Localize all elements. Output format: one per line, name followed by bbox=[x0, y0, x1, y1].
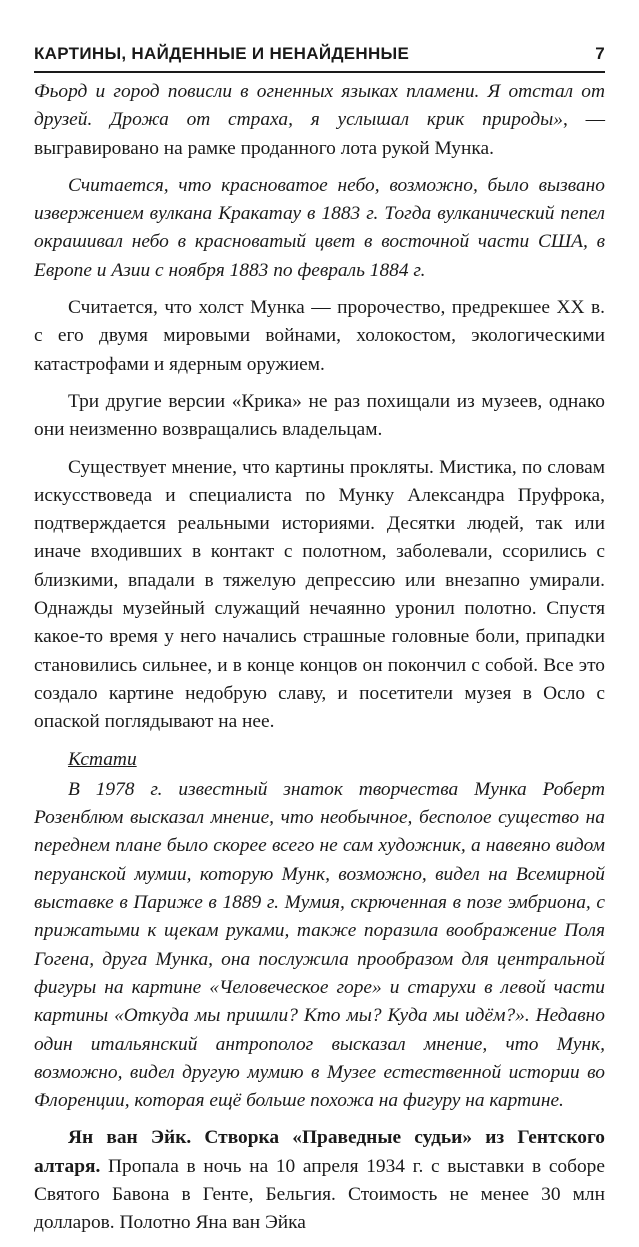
header-divider bbox=[34, 71, 605, 73]
paragraph-prophecy: Считается, что холст Мунка — пророчество, предрекшее XX в. с его двумя мировыми войнами, холокостом, экологическими катастрофами и ядерным оружием. bbox=[34, 297, 605, 375]
page-body bbox=[34, 78, 605, 1247]
paragraph-quote-end bbox=[34, 78, 605, 163]
quote-attribution: , — выгравировано на рамке проданного лота рукой Мунка. bbox=[34, 109, 605, 159]
note-heading: Кстати bbox=[68, 748, 137, 770]
running-header bbox=[34, 44, 605, 68]
van-eyck-text: Пропала в ночь на 10 апреля 1934 г. с выставки в соборе Святого Бавона в Генте, Бельгия. Стоимость не менее 30 млн долларов. Полотно Яна ван Эйка bbox=[34, 1155, 605, 1234]
section-heading-van-eyck: Ян ван Эйк. Створка «Праведные судьи» из Гентского алтаря. bbox=[34, 1127, 605, 1177]
page-number: 7 bbox=[595, 44, 605, 63]
paragraph-versions: Три другие версии «Крика» не раз похищали из музеев, однако они неизменно возвращались владельцам. bbox=[34, 390, 605, 441]
quote-text: Фьорд и город повисли в огненных языках пламени. Я отстал от друзей. Дрожа от страха, я услышал крик природы» bbox=[34, 81, 605, 131]
paragraph-curse: Существует мнение, что картины прокляты. Мистика, по словам искусствоведа и специалиста по Мунку Александра Пруфрока, подтверждается реальными историями. Десятки людей, так или иначе входивших в контакт с полотном, заболевали, ссорились с близкими, впадали в тяжелую депрессию или внезапно умирали. Однажды музейный служащий нечаянно уронил полотно. Спустя какое-то время у него начались страшные головные боли, припадки становились сильнее, и в конце концов он покончил с собой. Все это создало картине недобрую славу, и посетители музея в Осло с опаской поглядывают на нее. bbox=[34, 456, 605, 733]
running-title: КАРТИНЫ, НАЙДЕННЫЕ И НЕНАЙДЕННЫЕ bbox=[34, 44, 410, 63]
paragraph-van-eyck bbox=[34, 1124, 605, 1237]
paragraph-krakatoa: Считается, что красноватое небо, возможно, было вызвано извержением вулкана Кракатау в 1883 г. Тогда вулканический пепел окрашивал небо в красноватый цвет в восточной части США, в Европе и Азии с ноября 1883 по февраль 1884 г. bbox=[34, 174, 605, 281]
paragraph-note: В 1978 г. известный знаток творчества Мунка Роберт Розенблюм высказал мнение, что необычное, бесполое существо на переднем плане было скорее всего не сам художник, а навеяно видом перуанской мумии, которую Мунк, возможно, видел на Всемирной выставке в Париже в 1889 г. Мумия, скрюченная в позе эмбриона, с прижатыми к щекам руками, также поразила воображение Поля Гогена, друга Мунка, она послужила прообразом для центральной фигуры на картине «Человеческое горе» и старухи в левой части картины «Откуда мы пришли? Кто мы? Куда мы идём?». Недавно один итальянский антрополог высказал мнение, что Мунк, возможно, видел другую мумию в Музее естественной истории во Флоренции, которая ещё больше похожа на фигуру на картине. bbox=[34, 778, 605, 1112]
